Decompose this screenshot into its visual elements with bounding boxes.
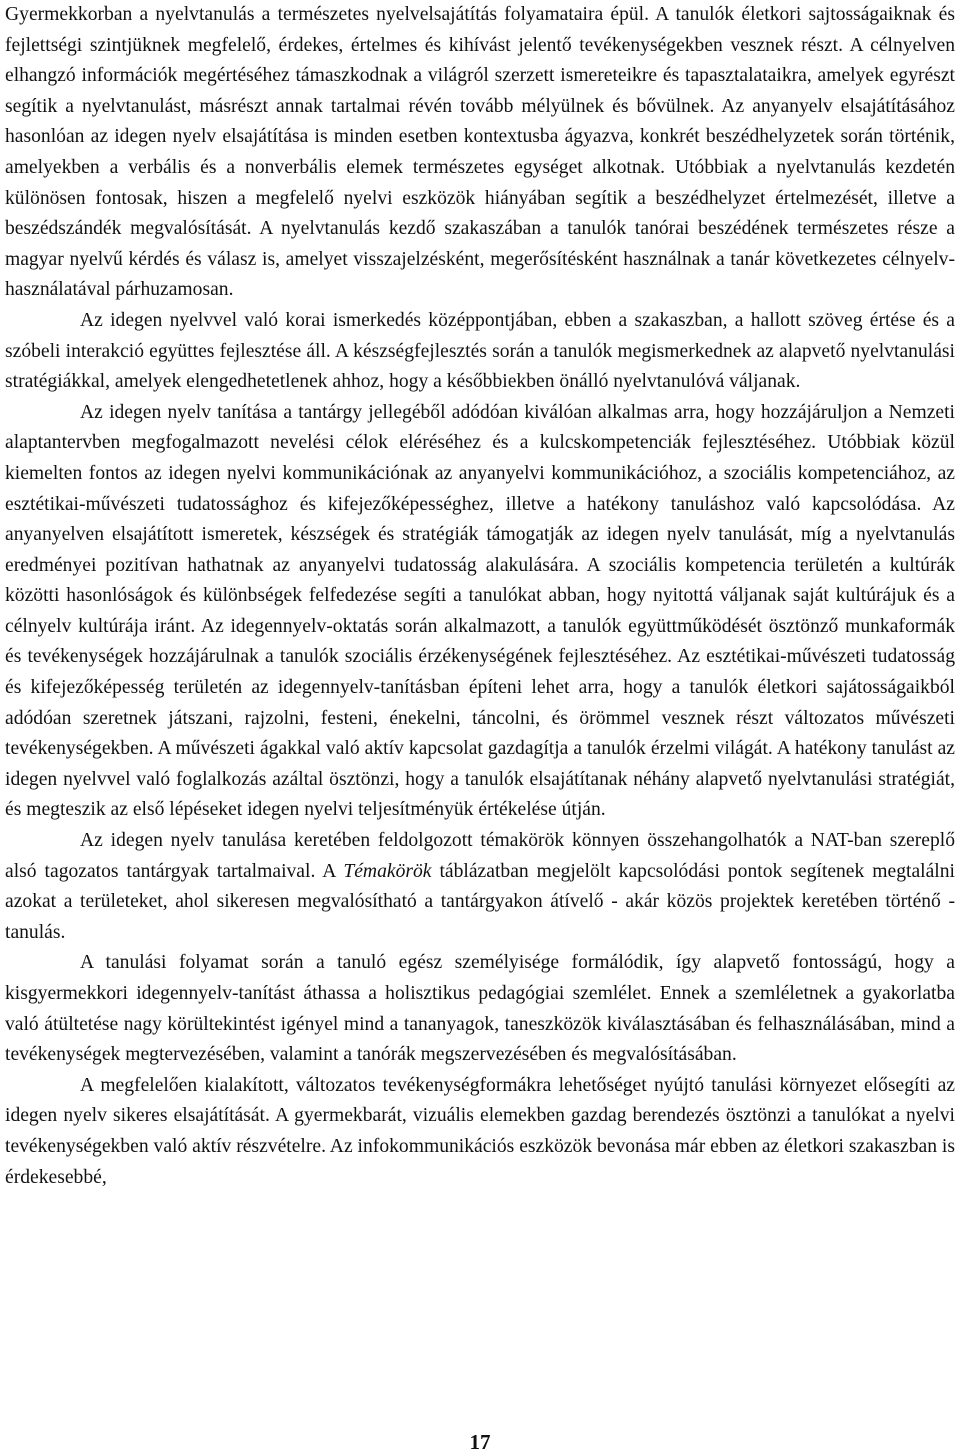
paragraph-2: Az idegen nyelvvel való korai ismerkedés középpontjában, ebben a szakaszban, a hallott szöveg értése és a szóbeli interakció együttes fejlesztése áll. A készségfejlesztés során a tanulók megismerkednek az alapvető nyelvtanulási stratégiákkal, amelyek elengedhetetlenek ahhoz, hogy a későbbiekben önálló nyelvtanulóvá váljanak. — [5, 309, 955, 393]
paragraph-1: Gyermekkorban a nyelvtanulás a természetes nyelvelsajátítás folyamataira épül. A tanulók életkori sajtosságaiknak és fejlettségi szintjüknek megfelelő, érdekes, értelmes és kihívást jelentő tevékenységekben vesznek részt. A célnyelven elhangzó információk megértéséhez támaszkodnak a világról szerzett ismereteikre és tapasztalataikra, amelyek egyrészt segítik a nyelvtanulást, másrészt annak tartalmai révén tovább mélyülnek és bővülnek. Az anyanyelv elsajátításához hasonlóan az idegen nyelv elsajátítása is minden esetben kontextusba ágyazva, konkrét beszédhelyzetek során történik, amelyekben a verbális és a nonverbális elemek természetes egységet alkotnak. Utóbbiak a nyelvtanulás kezdetén különösen fontosak, hiszen a megfelelő nyelvi eszközök hiányában segítik a beszédhelyzet értelmezését, illetve a beszédszándék megvalósítását. A nyelvtanulás kezdő szakaszában a tanulók tanórai beszédének természetes része a magyar nyelvű kérdés és válasz is, amelyet visszajelzésként, megerősítésként használnak a tanár következetes célnyelv-használatával párhuzamosan. — [5, 4, 955, 301]
paragraph-5: A tanulási folyamat során a tanuló egész személyisége formálódik, így alapvető fontosságú, hogy a kisgyermekkori idegennyelv-tanítást áthassa a holisztikus pedagógiai szemlélet. Ennek a szemléletnek a gyakorlatba való átültetése nagy körültekintést igényel mind a tananyagok, taneszközök kiválasztásában és felhasználásában, mind a tevékenységek megtervezésében, valamint a tanórák megszervezésében és megvalósításában. — [5, 952, 955, 1066]
paragraph-3: Az idegen nyelv tanítása a tantárgy jellegéből adódóan kiválóan alkalmas arra, hogy hozzájáruljon a Nemzeti alaptantervben megfogalmazott nevelési célok eléréséhez és a kulcskompetenciák fejlesztéséhez. Utóbbiak közül kiemelten fontos az idegen nyelvi kommunikációnak az anyanyelvi kommunikációhoz, a szociális kompetenciához, az esztétikai-művészeti tudatossághoz és kifejezőképességhez, illetve a hatékony tanuláshoz való kapcsolódása. Az anyanyelven elsajátított ismeretek, készségek és stratégiák támogatják az idegen nyelv tanulását, míg a nyelvtanulás eredményei pozitívan hathatnak az anyanyelvi tudatosság alakulására. A szociális kompetencia területén a kultúrák közötti hasonlóságok és különbségek felfedezése segíti a tanulókat abban, hogy nyitottá váljanak saját kultúrájuk és a célnyelv kultúrája iránt. Az idegennyelv-oktatás során alkalmazott, a tanulók együttműködését ösztönző munkaformák és tevékenységek hozzájárulnak a tanulók szociális érzékenységének fejlesztéséhez. Az esztétikai-művészeti tudatosság és kifejezőképesség területén az idegennyelv-tanításban építeni lehet arra, hogy a tanulók életkori sajátosságaikból adódóan szeretnek játszani, rajzolni, festeni, énekelni, táncolni, és örömmel vesznek részt változatos művészeti tevékenységekben. A művészeti ágakkal való aktív kapcsolat gazdagítja a tanulók érzelmi világát. A hatékony tanulást az idegen nyelvvel való foglalkozás azáltal ösztönzi, hogy a tanulók elsajátítanak néhány alapvető nyelvtanulási stratégiát, és megteszik az első lépéseket idegen nyelvi teljesítményük értékelése útján. — [5, 401, 955, 821]
paragraph-4 — [5, 826, 955, 948]
paragraph-4-italic-term: Témakörök — [343, 860, 432, 882]
document-body — [5, 0, 955, 1193]
paragraph-4-text-b: táblázatban megjelölt kapcsolódási pontok segítenek megtalálni azokat a területeket, ahol sikeresen megvalósítható a tantárgyakon átívelő - akár közös projektek keretében történő - tanulás. — [5, 860, 955, 943]
paragraph-6: A megfelelően kialakított, változatos tevékenységformákra lehetőséget nyújtó tanulási környezet elősegíti az idegen nyelv sikeres elsajátítását. A gyermekbarát, vizuális elemekben gazdag berendezés ösztönzi a tanulókat a nyelvi tevékenységekben való aktív részvételre. Az infokommunikációs eszközök bevonása már ebben az életkori szakaszban is érdekesebbé, — [5, 1074, 955, 1188]
page-number: 17 — [469, 1430, 491, 1454]
paragraph-4-text-a: Az idegen nyelv tanulása keretében feldolgozott témakörök könnyen összehangolhatók a NAT-ban szereplő alsó tagozatos tantárgyak tartalmaival. A — [5, 830, 955, 882]
